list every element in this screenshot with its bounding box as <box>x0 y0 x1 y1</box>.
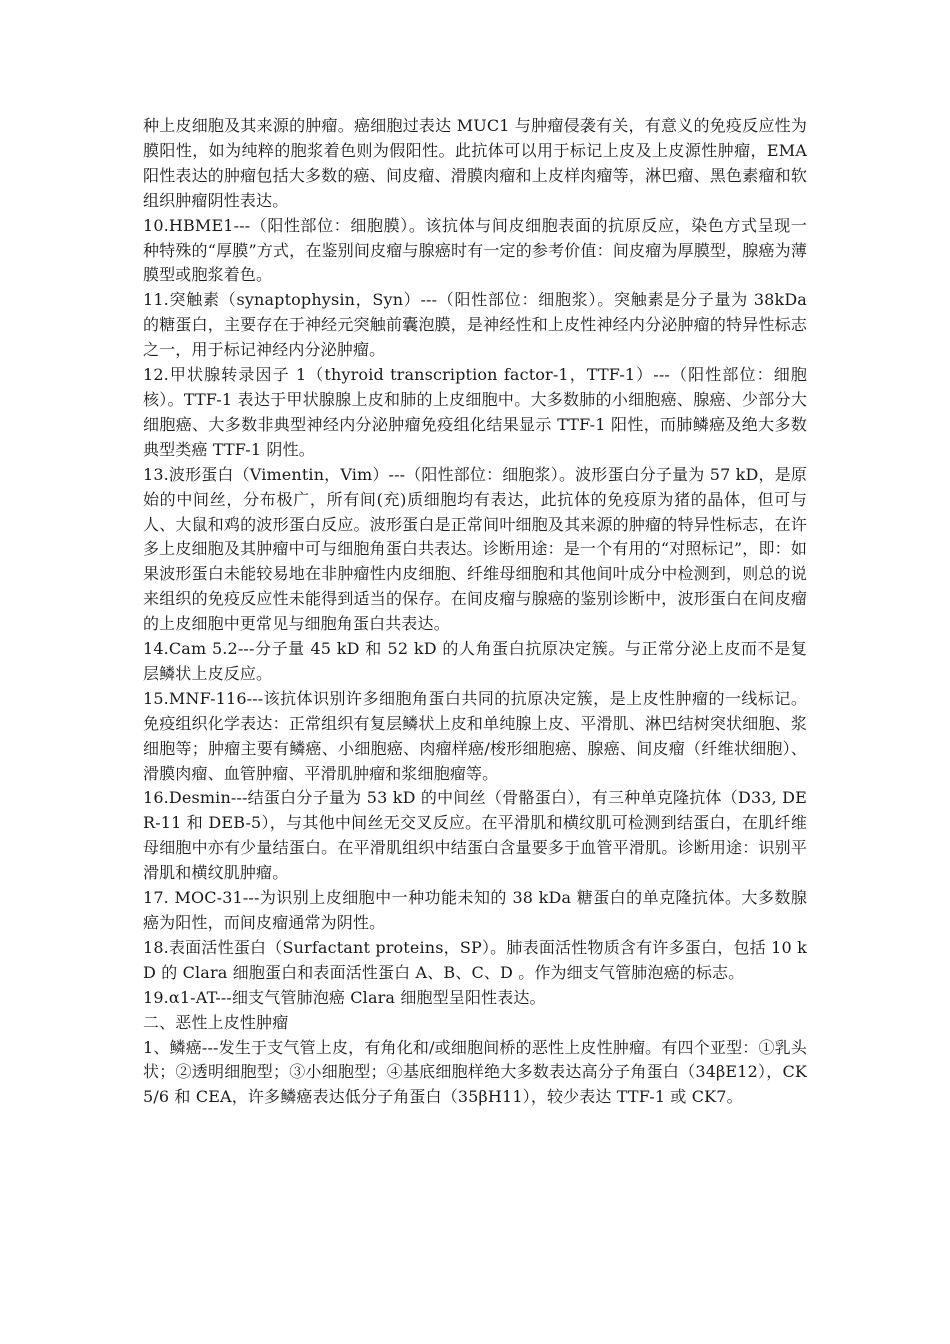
document-body <box>143 114 807 1110</box>
paragraph-vimentin: 13.波形蛋白（Vimentin，Vim）---（阳性部位：细胞浆）。波形蛋白分子量为 57 kD，是原始的中间丝，分布极广，所有间(充)质细胞均有表达，此抗体的免疫原为猪的晶体，但可与人、大鼠和鸡的波形蛋白反应。波形蛋白是正常间叶细胞及其来源的肿瘤的特异性标志，在许多上皮细胞及其肿瘤中可与细胞角蛋白共表达。诊断用途：是一个有用的“对照标记”，即：如果波形蛋白未能较易地在非肿瘤性内皮细胞、纤维母细胞和其他间叶成分中检测到，则总的说来组织的免疫反应性未能得到适当的保存。在间皮瘤与腺癌的鉴别诊断中，波形蛋白在间皮瘤的上皮细胞中更常见与细胞角蛋白共表达。 <box>143 464 807 634</box>
paragraph-cam52: 14.Cam 5.2---分子量 45 kD 和 52 kD 的人角蛋白抗原决定簇。与正常分泌上皮而不是复层鳞状上皮反应。 <box>143 639 807 683</box>
paragraph-squamous-carcinoma: 1、鳞癌---发生于支气管上皮，有角化和/或细胞间桥的恶性上皮性肿瘤。有四个亚型：①乳头状；②透明细胞型；③小细胞型；④基底细胞样绝大多数表达高分子角蛋白（34βE12），CK5/6 和 CEA，许多鳞癌表达低分子角蛋白（35βH11），较少表达 TTF-1 或 CK7。 <box>143 1037 807 1107</box>
paragraph-desmin: 16.Desmin---结蛋白分子量为 53 kD 的中间丝（骨骼蛋白），有三种单克隆抗体（D33, DER-11 和 DEB-5），与其他中间丝无交叉反应。在平滑肌和横纹肌可检测到结蛋白，在肌纤维母细胞中亦有少量结蛋白。在平滑肌组织中结蛋白含量要多于血管平滑肌。诊断用途：识别平滑肌和横纹肌肿瘤。 <box>143 788 807 883</box>
paragraph-muc1-ema: 种上皮细胞及其来源的肿瘤。癌细胞过表达 MUC1 与肿瘤侵袭有关，有意义的免疫反应性为膜阳性，如为纯粹的胞浆着色则为假阳性。此抗体可以用于标记上皮及上皮源性肿瘤，EMA 阳性表达的肿瘤包括大多数的癌、间皮瘤、滑膜肉瘤和上皮样肉瘤等，淋巴瘤、黑色素瘤和软组织肿瘤阴性表达。 <box>143 116 807 210</box>
paragraph-surfactant: 18.表面活性蛋白（Surfactant proteins，SP）。肺表面活性物质含有许多蛋白，包括 10 kD 的 Clara 细胞蛋白和表面活性蛋白 A、B、C、D 。作为细支气管肺泡癌的标志。 <box>143 937 807 982</box>
paragraph-hbme1: 10.HBME1---（阳性部位：细胞膜）。该抗体与间皮细胞表面的抗原反应，染色方式呈现一种特殊的“厚膜”方式，在鉴别间皮瘤与腺癌时有一定的参考价值：间皮瘤为厚膜型，腺癌为薄膜型或胞浆着色。 <box>143 215 807 285</box>
paragraph-moc31: 17. MOC-31---为识别上皮细胞中一种功能未知的 38 kDa 糖蛋白的单克隆抗体。大多数腺癌为阳性，而间皮瘤通常为阴性。 <box>143 888 807 932</box>
paragraph-synaptophysin: 11.突触素（synaptophysin，Syn）---（阳性部位：细胞浆）。突触素是分子量为 38kDa 的糖蛋白，主要存在于神经元突触前囊泡膜，是神经性和上皮性神经内分泌肿瘤的特异性标志之一，用于标记神经内分泌肿瘤。 <box>143 290 807 360</box>
paragraph-alpha1-at: 19.α1-AT---细支气管肺泡癌 Clara 细胞型呈阳性表达。 <box>143 987 546 1007</box>
paragraph-ttf1: 12.甲状腺转录因子 1（thyroid transcription factor-1，TTF-1）---（阳性部位：细胞核）。TTF-1 表达于甲状腺腺上皮和肺的上皮细胞中。大多数肺的小细胞癌、腺癌、少部分大细胞癌、大多数非典型神经内分泌肿瘤免疫组化结果显示 TTF-1 阳性，而肺鳞癌及绝大多数典型类癌 TTF-1 阴性。 <box>143 365 807 459</box>
paragraph-mnf116: 15.MNF-116---该抗体识别许多细胞角蛋白共同的抗原决定簇，是上皮性肿瘤的一线标记。免疫组织化学表达：正常组织有复层鳞状上皮和单纯腺上皮、平滑肌、淋巴结树突状细胞、浆细胞等；肿瘤主要有鳞癌、小细胞癌、肉瘤样癌/梭形细胞癌、腺癌、间皮瘤（纤维状细胞）、滑膜肉瘤、血管肿瘤、平滑肌肿瘤和浆细胞瘤等。 <box>143 688 807 783</box>
section-heading-malignant-epithelial: 二、恶性上皮性肿瘤 <box>143 1012 289 1032</box>
